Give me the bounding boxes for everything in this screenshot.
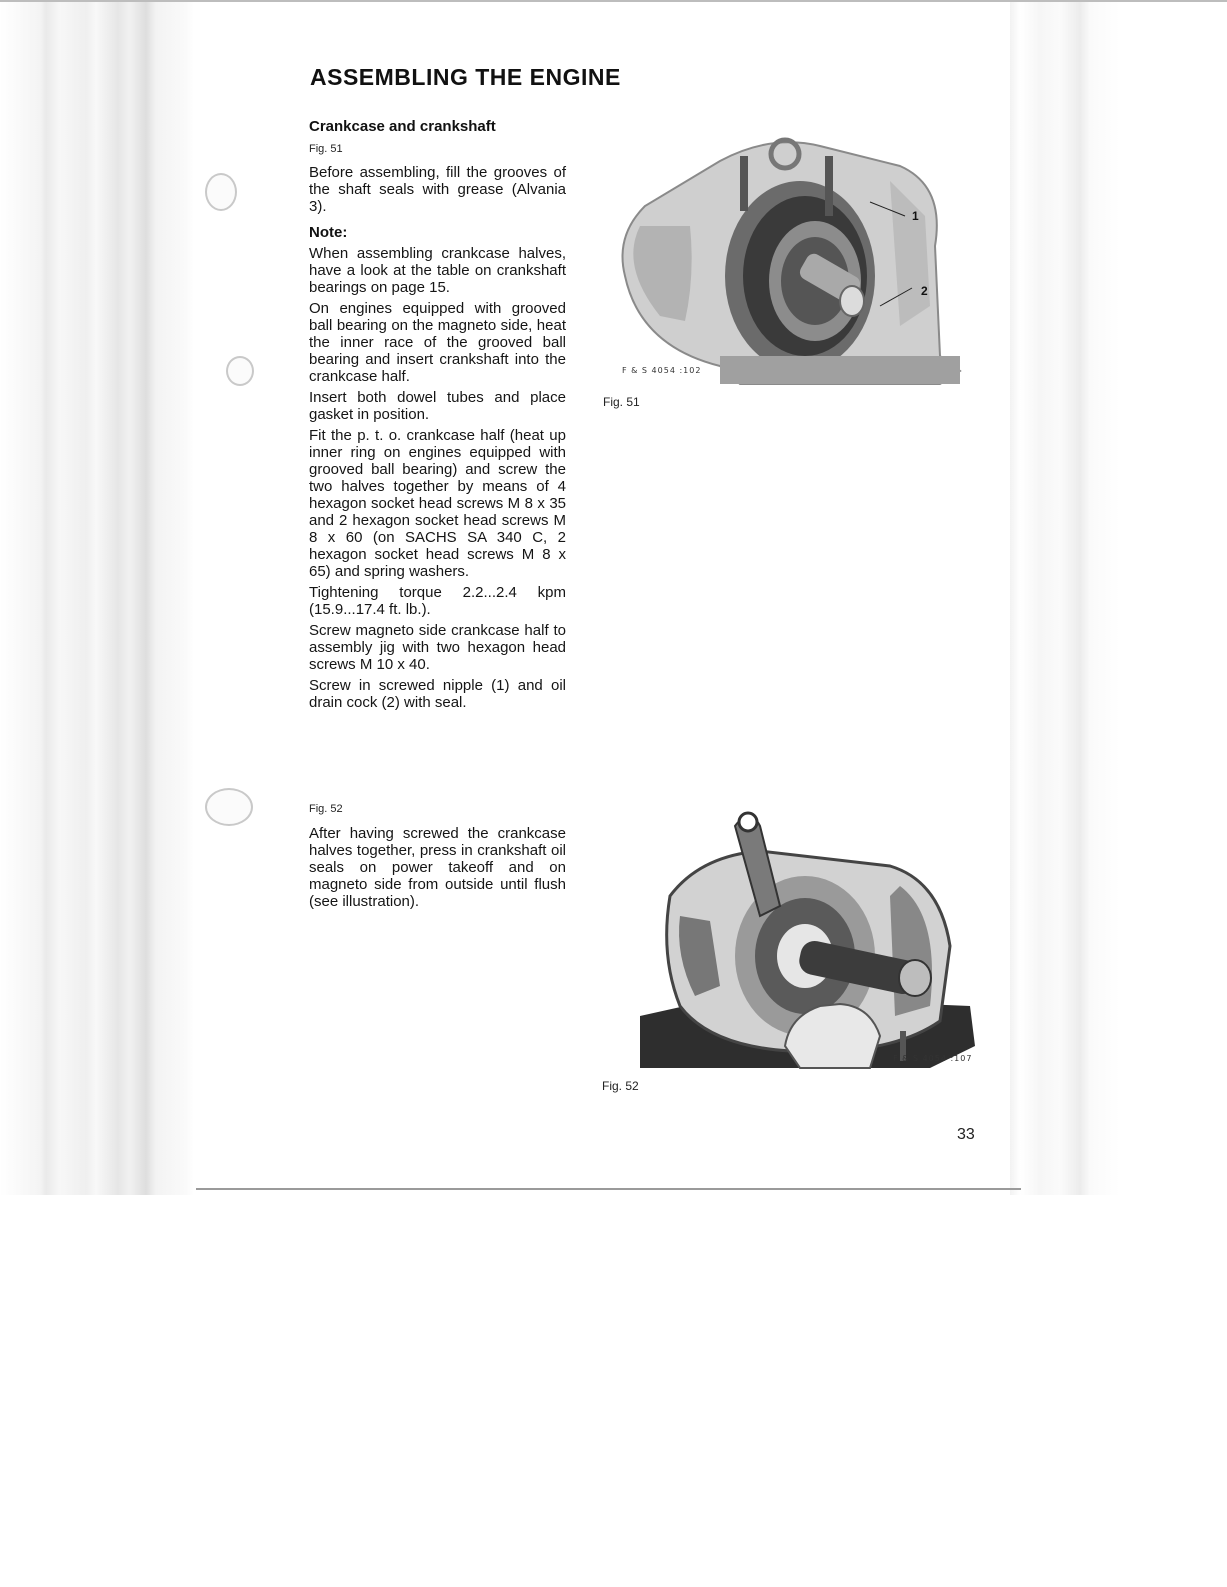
punch-hole-top [205, 173, 237, 211]
intro-text [309, 164, 566, 219]
paragraph-pto-half: Fit the p. t. o. crankcase half (heat up inner ring on engines equipped with grooved ball bearing) and screw the two halves together by means of 4 hexagon socket head screws M 8 x 35 and 2 hexagon socket head screws M 8 x 60 (on SACHS SA 340 C, 2 hexagon socket head screws M 8 x 65) and spring washers. [309, 427, 566, 580]
paragraph-assembly-jig: Screw magneto side crankcase half to assembly jig with two hexagon head screws M 10 x 40. [309, 622, 566, 673]
section-heading: Crankcase and crankshaft [309, 118, 496, 135]
scan-background-right [1010, 0, 1227, 1195]
paragraph-bearing-table: When assembling crankcase halves, have a look at the table on crankshaft bearings on page 15. [309, 245, 566, 296]
paragraph-grooved-bearing: On engines equipped with grooved ball bearing on the magneto side, heat the inner race of the grooved ball bearing and insert crankshaft into the crankcase half. [309, 300, 566, 385]
fig52-caption: Fig. 52 [602, 1079, 639, 1093]
punch-hole-middle [226, 356, 254, 386]
paragraph-nipple-drain: Screw in screwed nipple (1) and oil drain cock (2) with seal. [309, 677, 566, 711]
page-title: ASSEMBLING THE ENGINE [310, 64, 621, 90]
fig51-reference: Fig. 51 [309, 143, 343, 155]
fig52-text [309, 825, 566, 914]
intro-paragraph: Before assembling, fill the grooves of the shaft seals with grease (Alvania 3). [309, 164, 566, 215]
paragraph-dowel-tubes: Insert both dowel tubes and place gasket in position. [309, 389, 566, 423]
fig51-caption: Fig. 51 [603, 395, 640, 409]
fig51-callout-1: 1 [912, 209, 919, 223]
fig52-photo [640, 806, 980, 1072]
note-text-column [309, 245, 566, 715]
punch-hole-bottom [205, 788, 253, 826]
fig51-callout-2: 2 [921, 284, 928, 298]
fig51-photo-code: F & S 4054 :102 [622, 366, 702, 375]
note-label: Note: [309, 224, 348, 241]
fig52-reference: Fig. 52 [309, 803, 343, 815]
fig52-photo-code: F & S 4054 :107 [893, 1054, 973, 1063]
fig51-photo [600, 126, 980, 388]
paragraph-oil-seals: After having screwed the crankcase halves together, press in crankshaft oil seals on power takeoff and on magneto side from outside until flush (see illustration). [309, 825, 566, 910]
paragraph-torque: Tightening torque 2.2...2.4 kpm (15.9...17.4 ft. lb.). [309, 584, 566, 618]
page-bottom-edge [196, 1188, 1021, 1190]
page-number: 33 [957, 1126, 975, 1143]
